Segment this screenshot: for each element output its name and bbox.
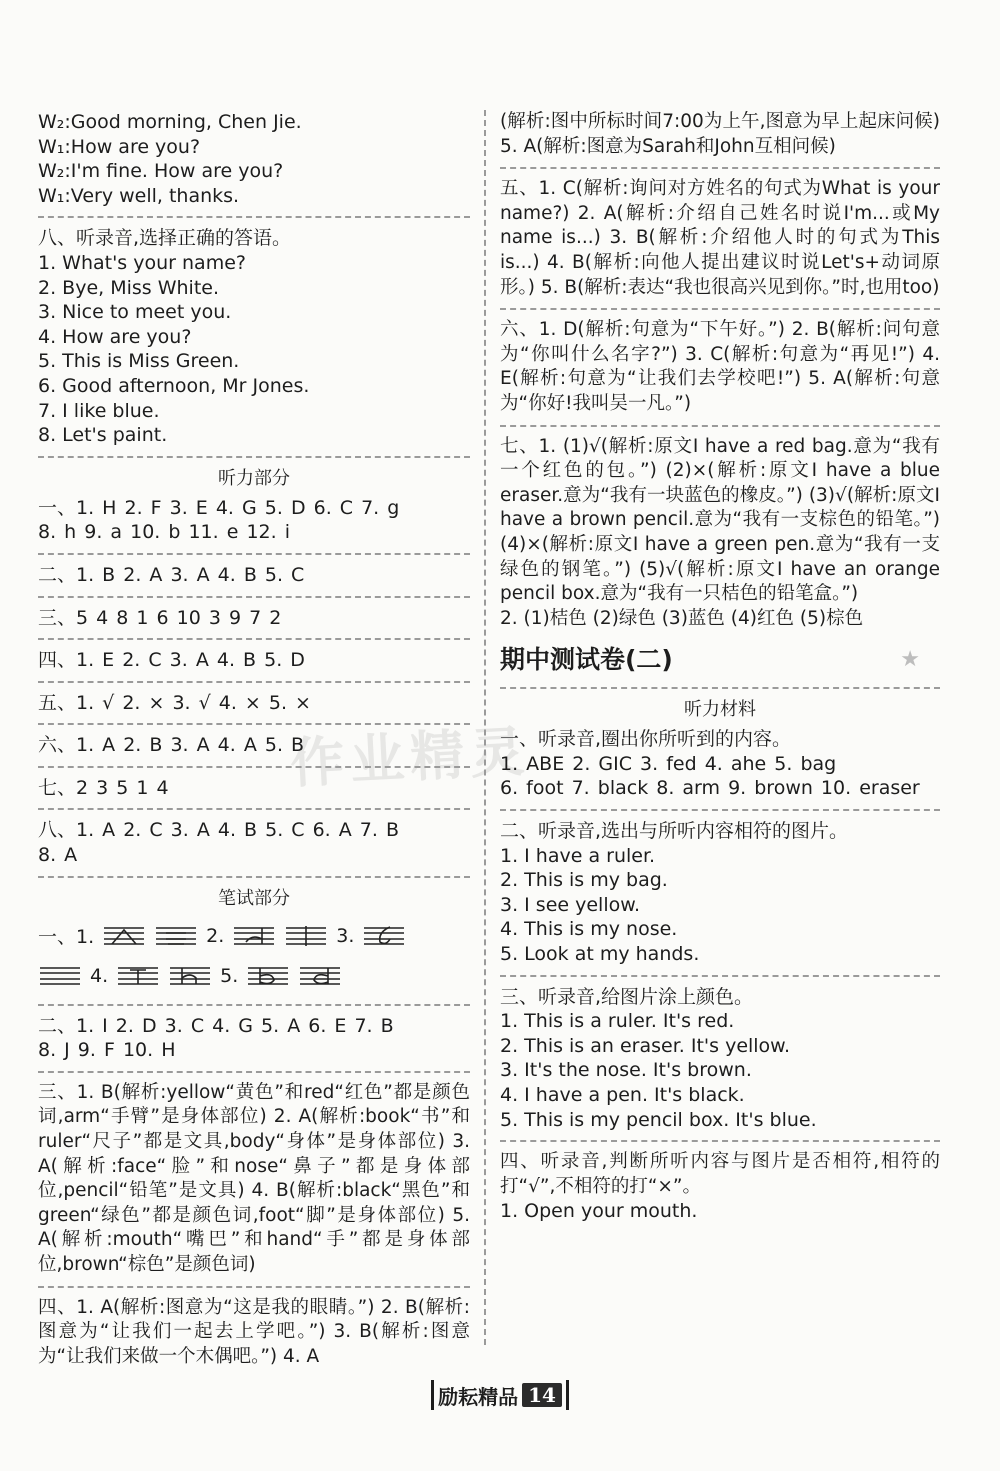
handwriting-strokes-icon — [232, 924, 276, 948]
answer-line: 四、1. E 2. C 3. A 4. B 5. D — [38, 649, 305, 672]
answer-paragraph: 五、1. C(解析:询问对方姓名的句式为What is your name?) 2. A(解析:介绍自己姓名时说I'm...或My name is...) 3. B(解析:介绍他人时的句式为This is...) 4. B(解析:向他人提出建议时说Let's+动词原形。) 5. B(解析:表达“我也很高兴见到你。”时,也用too) — [500, 178, 940, 298]
answer-line: 八、1. A 2. C 3. A 4. B 5. C 6. A 7. B — [38, 819, 400, 842]
dialog-line: W₁:Very well, thanks. — [38, 184, 240, 207]
dialog-line: W₁:How are you? — [38, 135, 201, 158]
handwriting-strokes-icon — [168, 964, 212, 988]
answer-line: 1. ABE 2. GIC 3. fed 4. ahe 5. bag — [500, 752, 837, 775]
list-item: 5. Look at my hands. — [500, 943, 700, 966]
dialog-line: W₂:I'm fine. How are you? — [38, 160, 284, 183]
list-item: 5. This is Miss Green. — [38, 350, 240, 373]
material-4-title: 四、听录音,判断所听内容与图片是否相符,相符的打“√”,不相符的打“×”。 — [500, 1151, 940, 1197]
list-item: 2. This is my bag. — [500, 869, 668, 892]
handwriting-strokes-icon — [284, 924, 328, 948]
section-divider — [500, 308, 940, 310]
material-3-title: 三、听录音,给图片涂上颜色。 — [500, 985, 754, 1008]
list-item: 4. This is my nose. — [500, 918, 678, 941]
list-item: 1. This is a ruler. It's red. — [500, 1010, 735, 1033]
answer-line: 8. A — [38, 844, 78, 867]
stroke-answers-row-2 — [38, 956, 470, 996]
list-item: 3. It's the nose. It's brown. — [500, 1059, 752, 1082]
handwriting-strokes-icon — [116, 964, 160, 988]
section-divider — [38, 808, 470, 810]
list-item: 8. Let's paint. — [38, 424, 168, 447]
page-number: 14 — [522, 1383, 562, 1407]
list-item: 4. How are you? — [38, 325, 192, 348]
section-divider — [500, 167, 940, 169]
section-divider — [38, 1286, 470, 1288]
answer-paragraph: (解析:图中所标时间7:00为上午,图意为早上起床问候) 5. A(解析:图意为Sarah和John互相问候) — [500, 111, 940, 157]
material-heading: 听力材料 — [684, 699, 756, 721]
list-item: 1. I have a ruler. — [500, 844, 656, 867]
dialog-block — [38, 110, 470, 208]
section-title-text: 期中测试卷(二) — [500, 645, 673, 675]
section-divider — [38, 638, 470, 640]
listening-heading: 听力部分 — [218, 467, 290, 489]
handwriting-strokes-icon — [38, 964, 82, 988]
list-item: 1. What's your name? — [38, 251, 246, 274]
handwriting-strokes-icon — [362, 924, 406, 948]
section-8-title: 八、听录音,选择正确的答语。 — [38, 227, 292, 250]
answer-line: 二、1. B 2. A 3. A 4. B 5. C — [38, 563, 305, 586]
section-divider — [500, 687, 940, 689]
written-heading: 笔试部分 — [218, 887, 290, 909]
answer-paragraph: 六、1. D(解析:句意为“下午好。”) 2. B(解析:问句意为“你叫什么名字?”) 3. C(解析:句意为“再见!”) 4. E(解析:句意为“让我们去学校吧!”) 5. A(解析:句意为“你好!我叫吴一凡。”) — [500, 319, 940, 414]
answer-line: 6. foot 7. black 8. arm 9. brown 10. eraser — [500, 777, 920, 800]
stroke-label: 4. — [90, 964, 109, 987]
list-item: 5. This is my pencil box. It's blue. — [500, 1108, 817, 1131]
handwriting-strokes-icon — [246, 964, 290, 988]
stroke-label: 5. — [220, 964, 239, 987]
section-divider — [38, 1071, 470, 1073]
section-divider — [38, 1004, 470, 1006]
list-item: 2. This is an eraser. It's yellow. — [500, 1034, 791, 1057]
answer-line: 8. h 9. a 10. b 11. e 12. i — [38, 521, 290, 544]
section-divider — [500, 425, 940, 427]
answer-line: 二、1. I 2. D 3. C 4. G 5. A 6. E 7. B — [38, 1014, 394, 1037]
section-divider — [38, 876, 470, 878]
section-divider — [38, 456, 470, 458]
right-column — [500, 110, 940, 1224]
answer-line: 三、5 4 8 1 6 10 3 9 7 2 — [38, 606, 282, 629]
material-2-title: 二、听录音,选出与所听内容相符的图片。 — [500, 820, 849, 843]
answer-line: 8. J 9. F 10. H — [38, 1039, 176, 1062]
star-icon: ★ — [900, 647, 920, 673]
section-divider — [500, 975, 940, 977]
answer-paragraph: 七、1. (1)√(解析:原文I have a red bag.意为“我有一个红色的包。”) (2)×(解析:原文I have a blue eraser.意为“我有一块蓝色的橡皮。”) (3)√(解析:原文I have a brown pencil.意为“我有一支棕色的铅笔。”) (4)×(解析:原文I have a green pen.意为“我有一支绿色的钢笔。”) (5)√(解析:原文I have an orange pencil box.意为“我有一只桔色的铅笔盒。”) 2. (1)桔色 (2)绿色 (3)蓝色 (4)红色 (5)棕色 — [500, 435, 940, 629]
list-item: 1. Open your mouth. — [500, 1200, 698, 1223]
watermark: 作业精灵 — [288, 719, 532, 796]
footer-bar — [566, 1380, 569, 1410]
section-divider — [38, 216, 470, 218]
answer-line: 七、2 3 5 1 4 — [38, 776, 169, 799]
page-footer — [0, 1380, 1000, 1410]
listening-answers — [38, 496, 470, 868]
section-divider — [38, 766, 470, 768]
answer-line: 六、1. A 2. B 3. A 4. A 5. B — [38, 734, 305, 757]
handwriting-strokes-icon — [298, 964, 342, 988]
stroke-answers-row-1 — [38, 916, 470, 956]
list-item: 7. I like blue. — [38, 399, 160, 422]
handwriting-strokes-icon — [102, 924, 146, 948]
section-divider — [500, 809, 940, 811]
list-item: 4. I have a pen. It's black. — [500, 1084, 745, 1106]
section-divider — [38, 681, 470, 683]
handwriting-strokes-icon — [154, 924, 198, 948]
list-item: 3. Nice to meet you. — [38, 301, 232, 324]
answer-line: 一、1. H 2. F 3. E 4. G 5. D 6. C 7. g — [38, 496, 400, 519]
material-1-title: 一、听录音,圈出你所听到的内容。 — [500, 728, 792, 751]
list-item: 6. Good afternoon, Mr Jones. — [38, 374, 310, 397]
written-3-explanation: 三、1. B(解析:yellow“黄色”和red“红色”都是颜色词,arm“手臂”是身体部位) 2. A(解析:book“书”和ruler“尺子”都是文具,body“身体”是身体部位) 3. A(解析:face“脸”和nose“鼻子”都是身体部位,pencil“铅笔”是文具) 4. B(解析:black“黑色”和green“绿色”都是颜色词,foot“脚”是身体部位) 5. A(解析:mouth“嘴巴”和hand“手”都是身体部位,brown“棕色”是颜色词) — [38, 1081, 470, 1275]
list-item: 2. Bye, Miss White. — [38, 276, 220, 299]
left-column — [38, 110, 470, 1369]
section-divider — [38, 596, 470, 598]
stroke-label: 2. — [206, 924, 225, 947]
dialog-line: W₂:Good morning, Chen Jie. — [38, 111, 302, 133]
stroke-label: 一、1. — [38, 926, 95, 949]
list-item: 3. I see yellow. — [500, 893, 641, 916]
stroke-label: 3. — [336, 924, 355, 947]
footer-brand: 励耘精品 — [438, 1384, 519, 1409]
footer-bar — [431, 1380, 434, 1410]
answer-line: 五、1. √ 2. × 3. √ 4. × 5. × — [38, 691, 311, 714]
section-divider — [500, 1140, 940, 1142]
section-divider — [38, 723, 470, 725]
section-8-list — [38, 251, 470, 448]
column-divider — [484, 110, 486, 1345]
section-divider — [38, 553, 470, 555]
section-title — [500, 641, 940, 679]
written-4-explanation: 四、1. A(解析:图意为“这是我的眼睛。”) 2. B(解析:图意为“让我们一起去上学吧。”) 3. B(解析:图意为“让我们来做一个木偶吧。”) 4. A — [38, 1296, 470, 1367]
